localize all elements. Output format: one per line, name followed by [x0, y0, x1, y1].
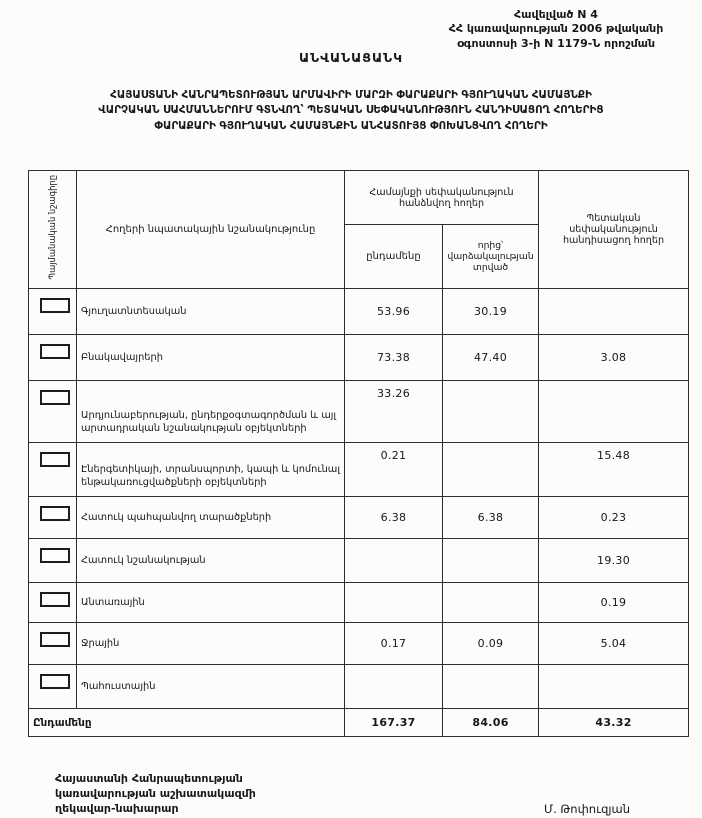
cell-total — [345, 665, 443, 709]
cell-of-which: 30.19 — [443, 289, 539, 335]
cell-total — [345, 583, 443, 623]
cell-total: 0.17 — [345, 623, 443, 665]
table-row-agricultural — [29, 289, 689, 335]
legend-swatch — [40, 548, 70, 563]
table-row-infrastructure — [29, 443, 689, 497]
col-subheader-total: ընդամենը — [345, 225, 443, 289]
legend-cell — [29, 443, 77, 497]
col-header-land-purpose: Հողերի նպատակային նշանակությունը — [77, 171, 345, 289]
col-header-state-lands: Պետական սեփականություն հանդիսացող հողեր — [539, 171, 689, 289]
legend-swatch — [40, 298, 70, 313]
row-label: Արդյունաբերության, ընդերքօգտագործման և այլ արտադրական նշանակության օբյեկտների — [77, 381, 345, 443]
col-subheader-of-which: որից՝ վարձակալության տրված — [443, 225, 539, 289]
table-header-row-1 — [29, 171, 689, 225]
table-total-row — [29, 709, 689, 737]
cell-state — [539, 381, 689, 443]
legend-cell — [29, 539, 77, 583]
subtitle-line-3: ՓԱՐԱՔԱՐԻ ԳՅՈՒՂԱԿԱՆ ՀԱՄԱՅՆՔԻՆ ԱՆՀԱՏՈՒՅՑ ՓՈԽԱՆՑՎՈՂ ՀՈՂԵՐԻ — [154, 119, 548, 132]
cell-of-which: 47.40 — [443, 335, 539, 381]
signatory-block — [55, 772, 256, 817]
row-label: Անտառային — [77, 583, 345, 623]
total-cell-of-which: 84.06 — [443, 709, 539, 737]
total-cell-state: 43.32 — [539, 709, 689, 737]
table-row-reserve — [29, 665, 689, 709]
row-label: Հատուկ պահպանվող տարածքների — [77, 497, 345, 539]
land-transfer-table — [28, 170, 689, 737]
row-label: Ջրային — [77, 623, 345, 665]
legend-cell — [29, 665, 77, 709]
cell-total — [345, 539, 443, 583]
cell-total: 73.38 — [345, 335, 443, 381]
conventional-mark-label: Պայմանական նշագիրը — [47, 175, 58, 280]
table-row-water — [29, 623, 689, 665]
table-row-protected-areas — [29, 497, 689, 539]
cell-state: 0.19 — [539, 583, 689, 623]
legend-swatch — [40, 674, 70, 689]
appendix-line-3: օգոստոսի 3-ի N 1179-Ն որոշման — [456, 36, 656, 50]
legend-cell — [29, 381, 77, 443]
cell-state: 5.04 — [539, 623, 689, 665]
row-label: Բնակավայրերի — [77, 335, 345, 381]
cell-of-which — [443, 381, 539, 443]
cell-state: 15.48 — [539, 443, 689, 497]
cell-total: 6.38 — [345, 497, 443, 539]
appendix-line-1: Հավելված N 4 — [514, 8, 598, 21]
document-footer — [55, 772, 630, 817]
cell-state: 3.08 — [539, 335, 689, 381]
cell-state — [539, 289, 689, 335]
signatory-line-3: ղեկավար-նախարար — [55, 801, 179, 815]
legend-swatch — [40, 452, 70, 467]
cell-state — [539, 665, 689, 709]
cell-of-which — [443, 443, 539, 497]
signatory-line-1: Հայաստանի Հանրապետության — [55, 772, 243, 785]
cell-of-which — [443, 539, 539, 583]
cell-of-which — [443, 583, 539, 623]
cell-total: 0.21 — [345, 443, 443, 497]
table-row-settlements — [29, 335, 689, 381]
legend-swatch — [40, 632, 70, 647]
cell-of-which — [443, 665, 539, 709]
col-header-conventional-mark — [29, 171, 77, 289]
legend-swatch — [40, 344, 70, 359]
subtitle-line-2: ՎԱՐՉԱԿԱՆ ՍԱՀՄԱՆՆԵՐՈՒՄ ԳՏՆՎՈՂ՝ ՊԵՏԱԿԱՆ ՍԵՓԱԿԱՆՈՒԹՅՈՒՆ ՀԱՆԴԻՍԱՑՈՂ ՀՈՂԵՐԻՑ — [98, 104, 604, 117]
row-label: Պահուստային — [77, 665, 345, 709]
table-row-forest — [29, 583, 689, 623]
cell-state: 19.30 — [539, 539, 689, 583]
cell-state: 0.23 — [539, 497, 689, 539]
table-row-industrial — [29, 381, 689, 443]
table-row-special-purpose — [29, 539, 689, 583]
legend-swatch — [40, 506, 70, 521]
legend-cell — [29, 289, 77, 335]
signatory-line-2: կառավարության աշխատակազմի — [55, 786, 256, 800]
legend-swatch — [40, 390, 70, 405]
legend-cell — [29, 335, 77, 381]
cell-of-which: 6.38 — [443, 497, 539, 539]
total-label: Ընդամենը — [29, 709, 345, 737]
row-label: Գյուղատնտեսական — [77, 289, 345, 335]
row-label: Հատուկ նշանակության — [77, 539, 345, 583]
legend-cell — [29, 623, 77, 665]
appendix-block — [426, 8, 686, 51]
signature-name: Մ. Թոփուզյան — [544, 801, 630, 816]
document-title: ԱՆՎԱՆԱՑԱՆԿ — [298, 50, 404, 65]
row-label: Էներգետիկայի, տրանսպորտի, կապի և կոմունալ ենթակառուցվածքների օբյեկտների — [77, 443, 345, 497]
cell-total: 33.26 — [345, 381, 443, 443]
total-cell-total: 167.37 — [345, 709, 443, 737]
col-header-community-lands-group: Համայնքի սեփականություն հանձնվող հողեր — [345, 171, 539, 225]
appendix-line-2: ՀՀ կառավարության 2006 թվականի — [448, 22, 664, 36]
legend-swatch — [40, 592, 70, 607]
cell-of-which: 0.09 — [443, 623, 539, 665]
cell-total: 53.96 — [345, 289, 443, 335]
document-subtitle — [8, 88, 694, 134]
legend-cell — [29, 583, 77, 623]
subtitle-line-1: ՀԱՅԱՍՏԱՆԻ ՀԱՆՐԱՊԵՏՈՒԹՅԱՆ ԱՐՄԱՎԻՐԻ ՄԱՐԶԻ ՓԱՐԱՔԱՐԻ ԳՅՈՒՂԱԿԱՆ ՀԱՄԱՅՆՔԻ — [110, 89, 592, 101]
legend-cell — [29, 497, 77, 539]
